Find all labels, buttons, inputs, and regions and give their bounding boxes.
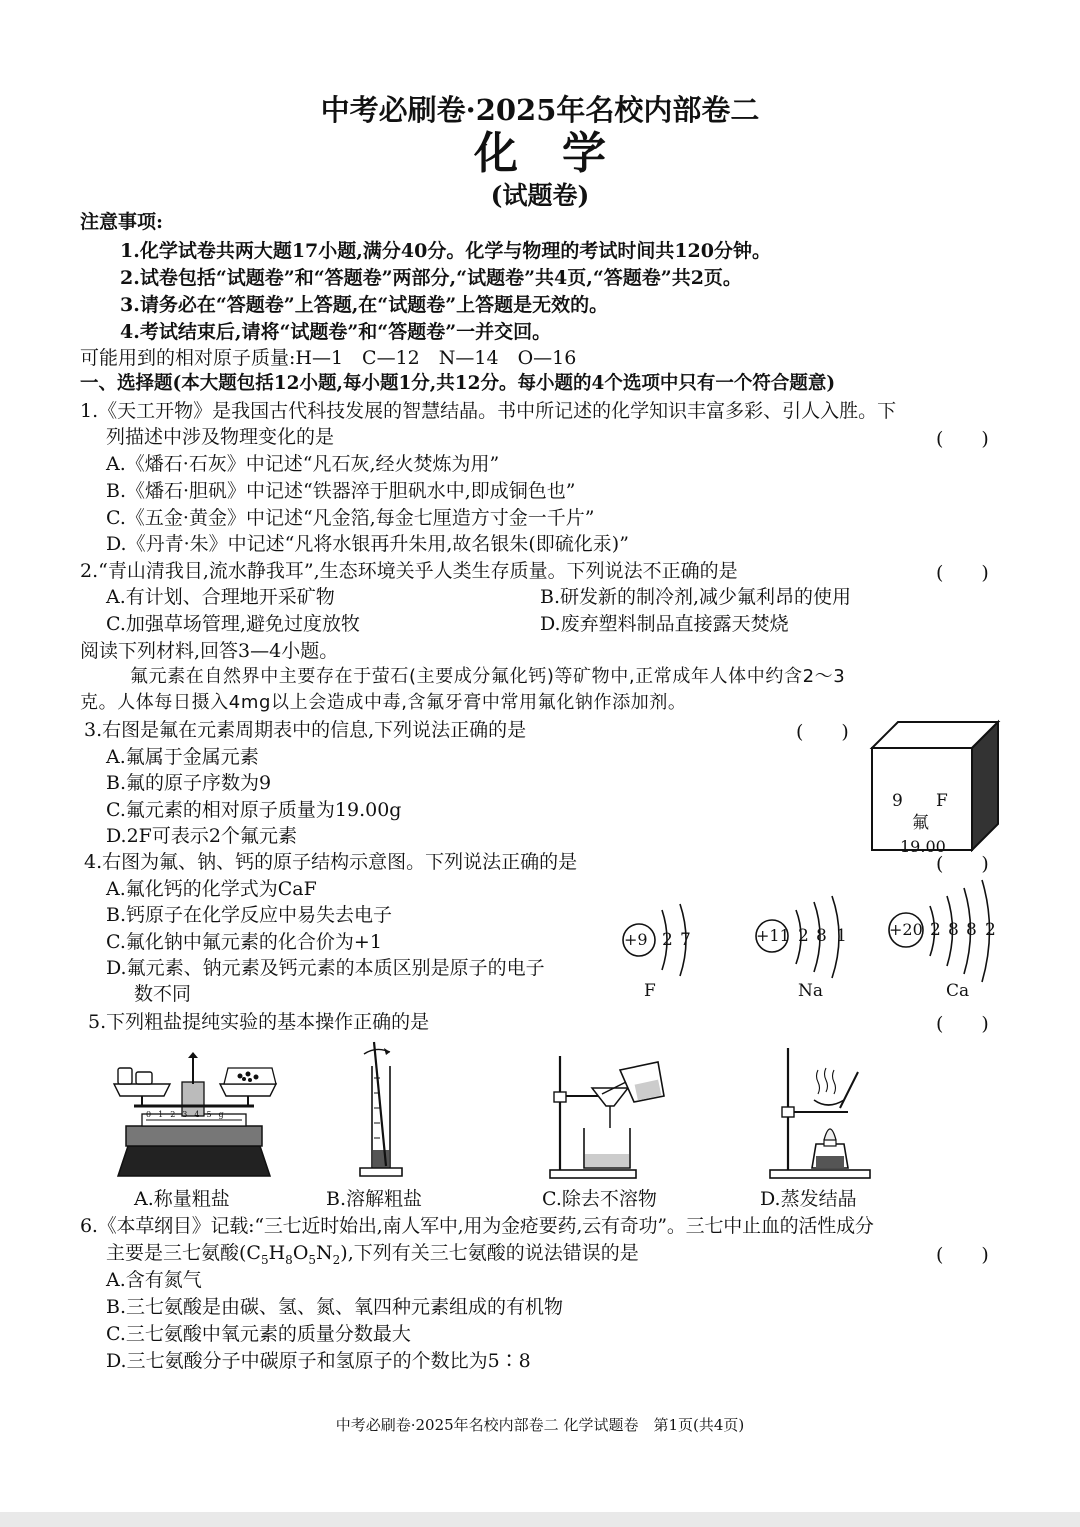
q3-option-a: A.氟属于金属元素 [106,746,259,768]
q3-option-c: C.氟元素的相对原子质量为19.00g [106,799,402,821]
notice-heading: 注意事项: [80,211,164,233]
q6-formula-n: N [316,1242,333,1264]
material-intro: 阅读下列材料,回答3—4小题。 [80,640,339,662]
subject-title: 化 学 [474,128,606,179]
fluorine-element-card [866,714,1002,856]
q6-option-d: D.三七氨酸分子中碳原子和氢原子的个数比为5∶8 [106,1350,531,1372]
notice-item-1: 1.化学试卷共两大题17小题,满分40分。化学与物理的考试时间共120分钟。 [120,240,771,262]
q3-option-d: D.2F可表示2个氟元素 [106,825,297,847]
f-shell-2: 7 [680,930,691,950]
q2-option-b: B.研发新的制冷剂,减少氟利昂的使用 [540,586,852,608]
fluorine-atom-diagram [620,880,720,1000]
na-shell-3: 1 [836,926,847,946]
ca-shell-4: 2 [985,920,996,940]
section-heading: 一、选择题(本大题包括12小题,每小题1分,共12分。每小题的4个选项中只有一个符合题意) [80,373,836,394]
q4-option-b: B.钙原子在化学反应中易失去电子 [106,904,393,926]
na-label: Na [798,981,824,1001]
balance-figure [104,1048,284,1178]
element-number: 9 [892,791,903,811]
q2-option-d: D.废弃塑料制品直接露天焚烧 [540,613,789,635]
filtration-figure [546,1048,686,1180]
q4-stem: 4.右图为氟、钠、钙的原子结构示意图。下列说法正确的是 [84,851,578,873]
f-nucleus: +9 [624,930,648,949]
graduated-cylinder-figure [346,1038,416,1183]
scale-mark: 1 [158,1110,171,1119]
element-name: 氟 [912,813,929,833]
q6-formula-o: O [292,1242,309,1264]
series-title: 中考必刷卷·2025年名校内部卷二 [320,93,760,127]
evaporation-figure [760,1044,890,1180]
q2-option-a: A.有计划、合理地开采矿物 [106,586,335,608]
page-footer: 中考必刷卷·2025年名校内部卷二 化学试题卷 第1页(共4页) [335,1416,745,1434]
f-shell-1: 2 [662,930,673,950]
material-line-2: 克。人体每日摄入4mg以上会造成中毒,含氟牙膏中常用氟化钠作添加剂。 [80,692,687,713]
q6-formula-suffix: ),下列有关三七氨酸的说法错误的是 [340,1242,639,1264]
element-mass: 19.00 [900,837,946,856]
q1-answer-paren: ( ) [936,428,989,450]
q3-answer-paren: ( ) [796,721,849,743]
notice-item-3: 3.请务必在“答题卷”上答题,在“试题卷”上答题是无效的。 [120,294,609,316]
q4-option-c: C.氟化钠中氟元素的化合价为+1 [106,931,382,953]
ca-nucleus: +20 [889,920,923,939]
q5-caption-b: B.溶解粗盐 [326,1188,423,1210]
scale-mark: 5g [206,1110,231,1119]
q6-answer-paren: ( ) [936,1244,989,1266]
ca-label: Ca [946,981,970,1001]
na-shell-1: 2 [798,926,809,946]
ca-shell-2: 8 [948,920,959,940]
q6-sub-c: 5 [260,1252,269,1267]
atomic-masses: 可能用到的相对原子质量:H—1 C—12 N—14 O—16 [80,347,577,369]
q3-stem: 3.右图是氟在元素周期表中的信息,下列说法正确的是 [84,719,527,741]
scale-mark: 4 [194,1110,207,1119]
element-symbol: F [936,791,948,811]
q4-answer-paren: ( ) [936,853,989,875]
q1-option-b: B.《燔石·胆矾》中记述“铁器淬于胆矾水中,即成铜色也” [106,480,576,502]
q6-sub-h: 8 [285,1252,293,1267]
calcium-atom-diagram [884,870,1014,1000]
material-line-1: 氟元素在自然界中主要存在于萤石(主要成分氟化钙)等矿物中,正常成年人体中约含2～3 [130,666,846,687]
scale-mark: 0 [146,1110,159,1119]
q2-stem: 2.“青山清我目,流水静我耳”,生态环境关乎人类生存质量。下列说法不正确的是 [80,560,738,582]
q4-option-d-cont: 数不同 [134,983,192,1005]
q6-option-c: C.三七氨酸中氧元素的质量分数最大 [106,1323,411,1345]
q5-answer-paren: ( ) [936,1013,989,1035]
q1-option-d: D.《丹青·朱》中记述“凡将水银再升朱用,故名银朱(即硫化汞)” [106,533,629,555]
paper-type: (试题卷) [490,181,590,210]
sodium-atom-diagram [752,880,862,1000]
q5-caption-d: D.蒸发结晶 [760,1188,857,1210]
q6-option-b: B.三七氨酸是由碳、氢、氮、氧四种元素组成的有机物 [106,1296,564,1318]
scale-marks [146,1110,231,1120]
q6-sub-o: 5 [308,1252,317,1267]
na-nucleus: +11 [756,926,790,945]
q1-option-a: A.《燔石·石灰》中记述“凡石灰,经火焚炼为用” [106,453,500,475]
q6-stem-line1: 6.《本草纲目》记载:“三七近时始出,南人军中,用为金疮要药,云有奇功”。三七中止血的活性成分 [80,1215,874,1237]
q5-stem: 5.下列粗盐提纯实验的基本操作正确的是 [88,1011,430,1033]
notice-item-4: 4.考试结束后,请将“试题卷”和“答题卷”一并交回。 [120,321,552,343]
q6-formula-h: H [268,1242,286,1264]
q1-stem-line2: 列描述中涉及物理变化的是 [106,426,335,448]
q3-option-b: B.氟的原子序数为9 [106,772,272,794]
q2-option-c: C.加强草场管理,避免过度放牧 [106,613,360,635]
notice-item-2: 2.试卷包括“试题卷”和“答题卷”两部分,“试题卷”共4页,“答题卷”共2页。 [120,267,742,289]
scale-mark: 2 [170,1110,183,1119]
scan-edge [0,1512,1080,1527]
q4-option-d: D.氟元素、钠元素及钙元素的本质区别是原子的电子 [106,957,545,979]
q1-stem-line1: 1.《天工开物》是我国古代科技发展的智慧结晶。书中所记述的化学知识丰富多彩、引人入胜。下 [80,400,897,422]
ca-shell-1: 2 [930,920,941,940]
q5-caption-a: A.称量粗盐 [134,1188,230,1210]
q2-answer-paren: ( ) [936,562,989,584]
ca-shell-3: 8 [966,920,977,940]
q5-caption-c: C.除去不溶物 [542,1188,657,1210]
q6-formula-prefix: 主要是三七氨酸(C [106,1242,261,1264]
na-shell-2: 8 [816,926,827,946]
q6-sub-n: 2 [332,1252,341,1267]
q6-option-a: A.含有氮气 [106,1269,202,1291]
q4-option-a: A.氟化钙的化学式为CaF [106,878,317,900]
f-label: F [644,981,656,1001]
q1-option-c: C.《五金·黄金》中记述“凡金箔,每金七厘造方寸金一千片” [106,507,595,529]
scale-mark: 3 [182,1110,195,1119]
